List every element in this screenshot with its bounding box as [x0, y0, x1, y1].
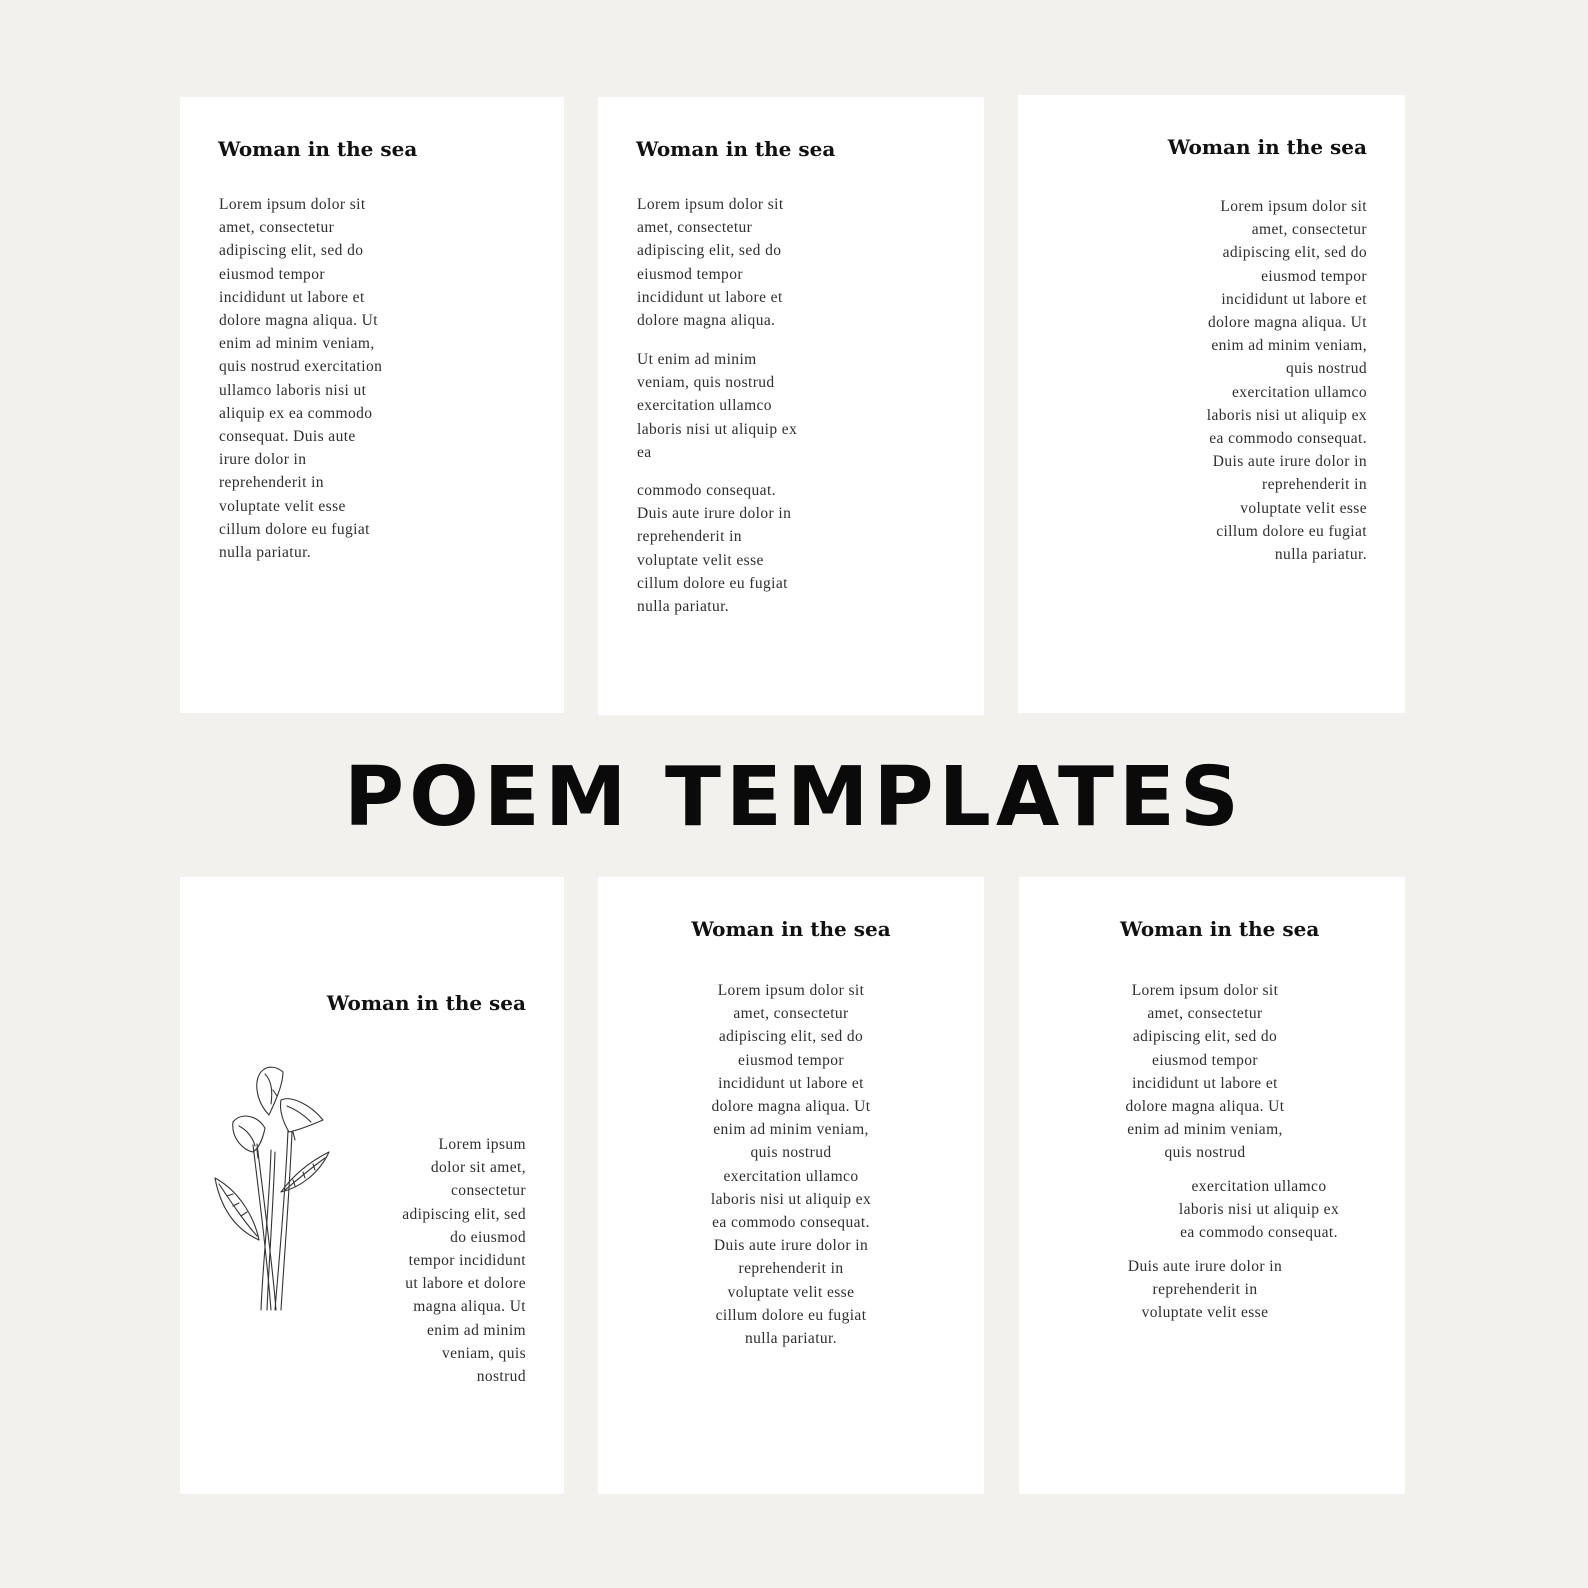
- poem-title: Woman in the sea: [691, 917, 891, 941]
- poem-template-card-2[interactable]: [598, 97, 984, 715]
- poem-stanza-1: Lorem ipsum dolor sit amet, consectetur adipiscing elit, sed do eiusmod tempor incididunt ut labore et dolore magna aliqua.: [637, 196, 784, 330]
- poem-template-card-4[interactable]: [180, 877, 564, 1494]
- page-heading: POEM TEMPLATES: [344, 750, 1244, 845]
- poem-title: Woman in the sea: [636, 137, 836, 161]
- poem-stanza-1: Lorem ipsum dolor sit amet, consectetur adipiscing elit, sed do eiusmod tempor incididunt ut labore et dolore magna aliqua. Ut enim ad minim veniam, quis nostrud: [1125, 982, 1285, 1162]
- poem-title: Woman in the sea: [218, 137, 418, 161]
- poem-template-card-1[interactable]: [180, 97, 564, 713]
- poem-paragraph: Lorem ipsum dolor sit amet, consectetur adipiscing elit, sed do eiusmod tempor incididunt ut labore et dolore magna aliqua. Ut enim ad minim veniam, quis nostrud exercitation ullamco laboris nisi ut aliquip ex ea commodo consequat. Duis aute irure dolor in reprehenderit in voluptate velit esse cillum dolore eu fugiat nulla pariatur.: [219, 196, 383, 562]
- poem-template-card-5[interactable]: [598, 877, 984, 1494]
- poem-title: Woman in the sea: [326, 991, 526, 1015]
- poem-template-card-3[interactable]: [1018, 95, 1405, 713]
- poem-paragraph: Lorem ipsum dolor sit amet, consectetur adipiscing elit, sed do eiusmod tempor incididunt ut labore et dolore magna aliqua. Ut enim ad minim veniam, quis nostrud: [402, 1136, 526, 1386]
- poem-stanza-2: exercitation ullamco laboris nisi ut aliquip ex ea commodo consequat.: [1178, 1178, 1340, 1242]
- poem-title: Woman in the sea: [1167, 135, 1367, 159]
- poem-stanza-2: Ut enim ad minim veniam, quis nostrud exercitation ullamco laboris nisi ut aliquip ex ea: [637, 351, 798, 461]
- poem-template-card-6[interactable]: [1019, 877, 1405, 1494]
- calla-lily-illustration: [213, 1060, 333, 1320]
- poem-stanza-3: commodo consequat. Duis aute irure dolor in reprehenderit in voluptate velit esse cillum dolore eu fugiat nulla pariatur.: [637, 482, 792, 616]
- poem-paragraph: Lorem ipsum dolor sit amet, consectetur adipiscing elit, sed do eiusmod tempor incididunt ut labore et dolore magna aliqua. Ut enim ad minim veniam, quis nostrud exercitation ullamco laboris nisi ut aliquip ex ea commodo consequat. Duis aute irure dolor in reprehenderit in voluptate velit esse cillum dolore eu fugiat nulla pariatur.: [710, 982, 872, 1348]
- poem-stanza-3: Duis aute irure dolor in reprehenderit in voluptate velit esse: [1127, 1258, 1283, 1322]
- poem-paragraph: Lorem ipsum dolor sit amet, consectetur adipiscing elit, sed do eiusmod tempor incididunt ut labore et dolore magna aliqua. Ut enim ad minim veniam, quis nostrud exercitation ullamco laboris nisi ut aliquip ex ea commodo consequat. Duis aute irure dolor in reprehenderit in voluptate velit esse cillum dolore eu fugiat nulla pariatur.: [1206, 198, 1367, 564]
- poem-title: Woman in the sea: [1120, 917, 1320, 941]
